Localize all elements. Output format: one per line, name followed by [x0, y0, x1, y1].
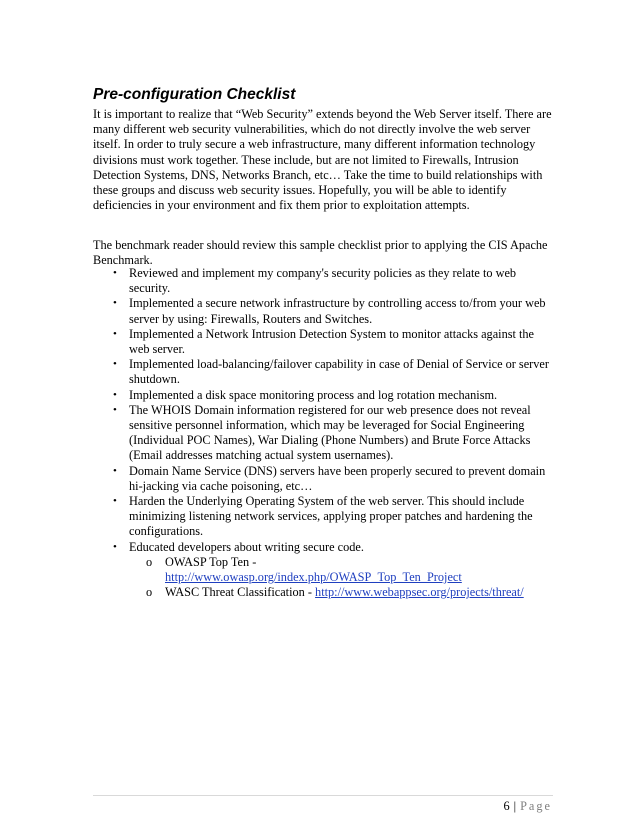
intro-paragraph: It is important to realize that “Web Security” extends beyond the Web Server itself. There are many different web security vulnerabilities, which do not directly involve the web server itself. In order to truly secure a web infrastructure, many different information technology divisions must work together. These include, but are not limited to Firewalls, Intrusion Detection Systems, DNS, Networks Branch, etc… Take the time to build relationships with these groups and discuss web security issues. Hopefully, you will be able to identify deficiencies in your environment and fix them prior to exploitation attempts.: [93, 107, 552, 213]
resource-list: [129, 555, 553, 601]
checklist-item: [93, 464, 553, 494]
checklist-item: [93, 388, 553, 403]
circle-bullet-icon: o: [146, 585, 153, 600]
checklist-item-text: Reviewed and implement my company's security policies as they relate to web security.: [129, 266, 517, 296]
bullet-icon: •: [113, 267, 117, 279]
resource-label: WASC Threat Classification -: [165, 585, 316, 600]
bullet-icon: •: [113, 388, 117, 401]
checklist-item-text: Educated developers about writing secure code.: [129, 539, 364, 554]
checklist-item: [93, 327, 553, 357]
checklist-item-text: Implemented a Network Intrusion Detection System to monitor attacks against the web server.: [129, 326, 535, 357]
bullet-icon: •: [113, 358, 117, 371]
checklist: [93, 266, 553, 600]
bullet-icon: •: [113, 464, 117, 477]
section-heading: Pre-configuration Checklist: [93, 86, 296, 103]
checklist-item-text: Harden the Underlying Operating System of the web server. This should include minimizing listening network services, applying proper patches and hardening the configurations.: [129, 494, 533, 539]
wasc-link[interactable]: http://www.webappsec.org/projects/threat/: [315, 585, 524, 600]
checklist-item: [93, 266, 553, 296]
resource-item: [129, 585, 553, 600]
footer-divider: [93, 795, 553, 796]
circle-bullet-icon: o: [146, 554, 153, 569]
owasp-link[interactable]: http://www.owasp.org/index.php/OWASP_Top_Ten_Project: [165, 570, 462, 585]
page-label: Page: [520, 799, 552, 813]
page-footer: [503, 799, 552, 814]
checklist-item-text: Implemented a secure network infrastructure by controlling access to/from your web server by using: Firewalls, Routers and Switches.: [129, 296, 546, 326]
bullet-icon: •: [113, 327, 117, 340]
footer-separator: |: [513, 799, 517, 813]
checklist-item-text: Implemented load-balancing/failover capability in case of Denial of Service or server shutdown.: [129, 357, 549, 387]
benchmark-paragraph: The benchmark reader should review this sample checklist prior to applying the CIS Apache Benchmark.: [93, 238, 548, 268]
checklist-item: [93, 296, 553, 326]
bullet-icon: •: [113, 540, 117, 553]
bullet-icon: •: [113, 495, 117, 508]
checklist-item: [93, 540, 553, 601]
resource-item: [129, 555, 553, 585]
bullet-icon: •: [113, 403, 117, 416]
checklist-item-text: The WHOIS Domain information registered for our web presence does not reveal sensitive personnel information, which may be leveraged for Social Engineering (Individual POC Names), War Dialing (Phone Numbers) and Brute Force Attacks (Email addresses matching actual system usernames).: [129, 402, 531, 463]
checklist-item-text: Domain Name Service (DNS) servers have been properly secured to prevent domain hi-jacking via cache poisoning, etc…: [129, 463, 546, 493]
checklist-item: [93, 403, 553, 464]
page-number: 6: [503, 799, 510, 813]
checklist-item: [93, 494, 553, 540]
checklist-item: [93, 357, 553, 387]
checklist-item-text: Implemented a disk space monitoring process and log rotation mechanism.: [129, 387, 498, 402]
resource-label: OWASP Top Ten -: [165, 554, 257, 569]
bullet-icon: •: [113, 297, 117, 310]
